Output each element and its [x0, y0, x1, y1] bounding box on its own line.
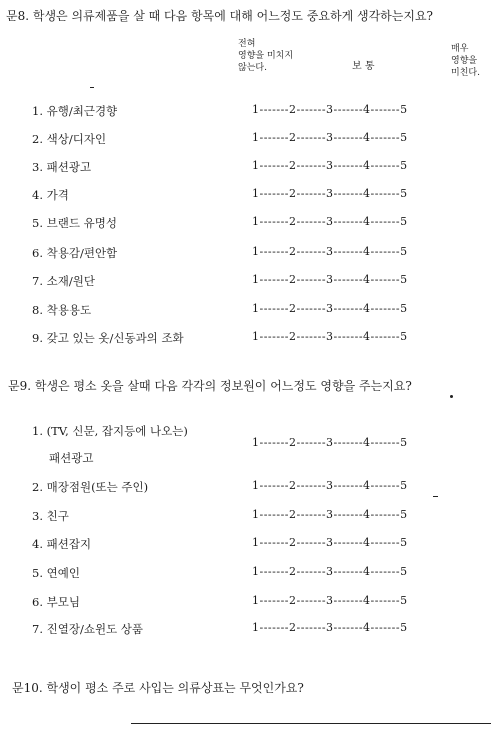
rating-scale: 1-------2-------3-------4-------5	[252, 302, 408, 315]
q8-header-right	[451, 43, 480, 79]
q8-item: 6. 착용감/편안함	[32, 246, 118, 260]
q8-item: 1. 유행/최근경향	[32, 104, 118, 118]
q8-item: 3. 패션광고	[32, 160, 92, 174]
q8-header-left	[238, 38, 293, 74]
q9-item-continued: 패션광고	[49, 451, 94, 465]
q9-item: 7. 진열장/쇼윈도 상품	[32, 622, 144, 636]
q9-item: 4. 패션잡지	[32, 537, 92, 551]
rating-scale: 1-------2-------3-------4-------5	[252, 594, 408, 607]
header-right-line: 매우	[451, 44, 469, 54]
answer-line	[131, 723, 491, 724]
rating-scale: 1-------2-------3-------4-------5	[252, 131, 408, 144]
rating-scale: 1-------2-------3-------4-------5	[252, 273, 408, 286]
q9-item: 2. 매장점원(또는 주인)	[32, 480, 149, 494]
q9-item: 6. 부모님	[32, 595, 80, 609]
q8-item: 4. 가격	[32, 188, 69, 202]
rating-scale: 1-------2-------3-------4-------5	[252, 565, 408, 578]
rating-scale: 1-------2-------3-------4-------5	[252, 330, 408, 343]
scan-speck	[450, 395, 453, 398]
q8-question: 문8. 학생은 의류제품을 살 때 다음 항목에 대해 어느정도 중요하게 생각하는지요?	[6, 9, 433, 23]
rating-scale: 1-------2-------3-------4-------5	[252, 159, 408, 172]
q9-item: 5. 연예인	[32, 566, 80, 580]
q8-header-mid: 보 통	[352, 61, 375, 72]
q8-item: 5. 브랜드 유명성	[32, 216, 117, 230]
rating-scale: 1-------2-------3-------4-------5	[252, 187, 408, 200]
q8-item: 2. 색상/디자인	[32, 132, 107, 146]
rating-scale: 1-------2-------3-------4-------5	[252, 621, 408, 634]
rating-scale: 1-------2-------3-------4-------5	[252, 508, 408, 521]
header-right-line: 미친다.	[451, 68, 480, 78]
q8-item: 7. 소재/원단	[32, 274, 95, 288]
rating-scale: 1-------2-------3-------4-------5	[252, 215, 408, 228]
rating-scale: 1-------2-------3-------4-------5	[252, 245, 408, 258]
rating-scale: 1-------2-------3-------4-------5	[252, 436, 408, 449]
scan-speck	[433, 496, 438, 497]
q8-item: 9. 갖고 있는 옷/신동과의 조화	[32, 331, 184, 345]
rating-scale: 1-------2-------3-------4-------5	[252, 103, 408, 116]
q9-item: 1. (TV, 신문, 잡지등에 나오는)	[32, 424, 188, 438]
rating-scale: 1-------2-------3-------4-------5	[252, 536, 408, 549]
rating-scale: 1-------2-------3-------4-------5	[252, 479, 408, 492]
q10-question: 문10. 학생이 평소 주로 사입는 의류상표는 무엇인가요?	[12, 681, 304, 695]
q8-item: 8. 착용용도	[32, 303, 92, 317]
header-left-line: 않는다.	[238, 63, 267, 73]
header-left-line: 영향을 미치지	[238, 51, 294, 61]
header-right-line: 영향을	[451, 56, 478, 66]
q9-item: 3. 친구	[32, 509, 69, 523]
header-left-line: 전혀	[238, 39, 256, 49]
scan-speck	[90, 87, 94, 88]
q9-question: 문9. 학생은 평소 옷을 살때 다음 각각의 정보원이 어느정도 영향을 주는지요?	[8, 379, 412, 393]
